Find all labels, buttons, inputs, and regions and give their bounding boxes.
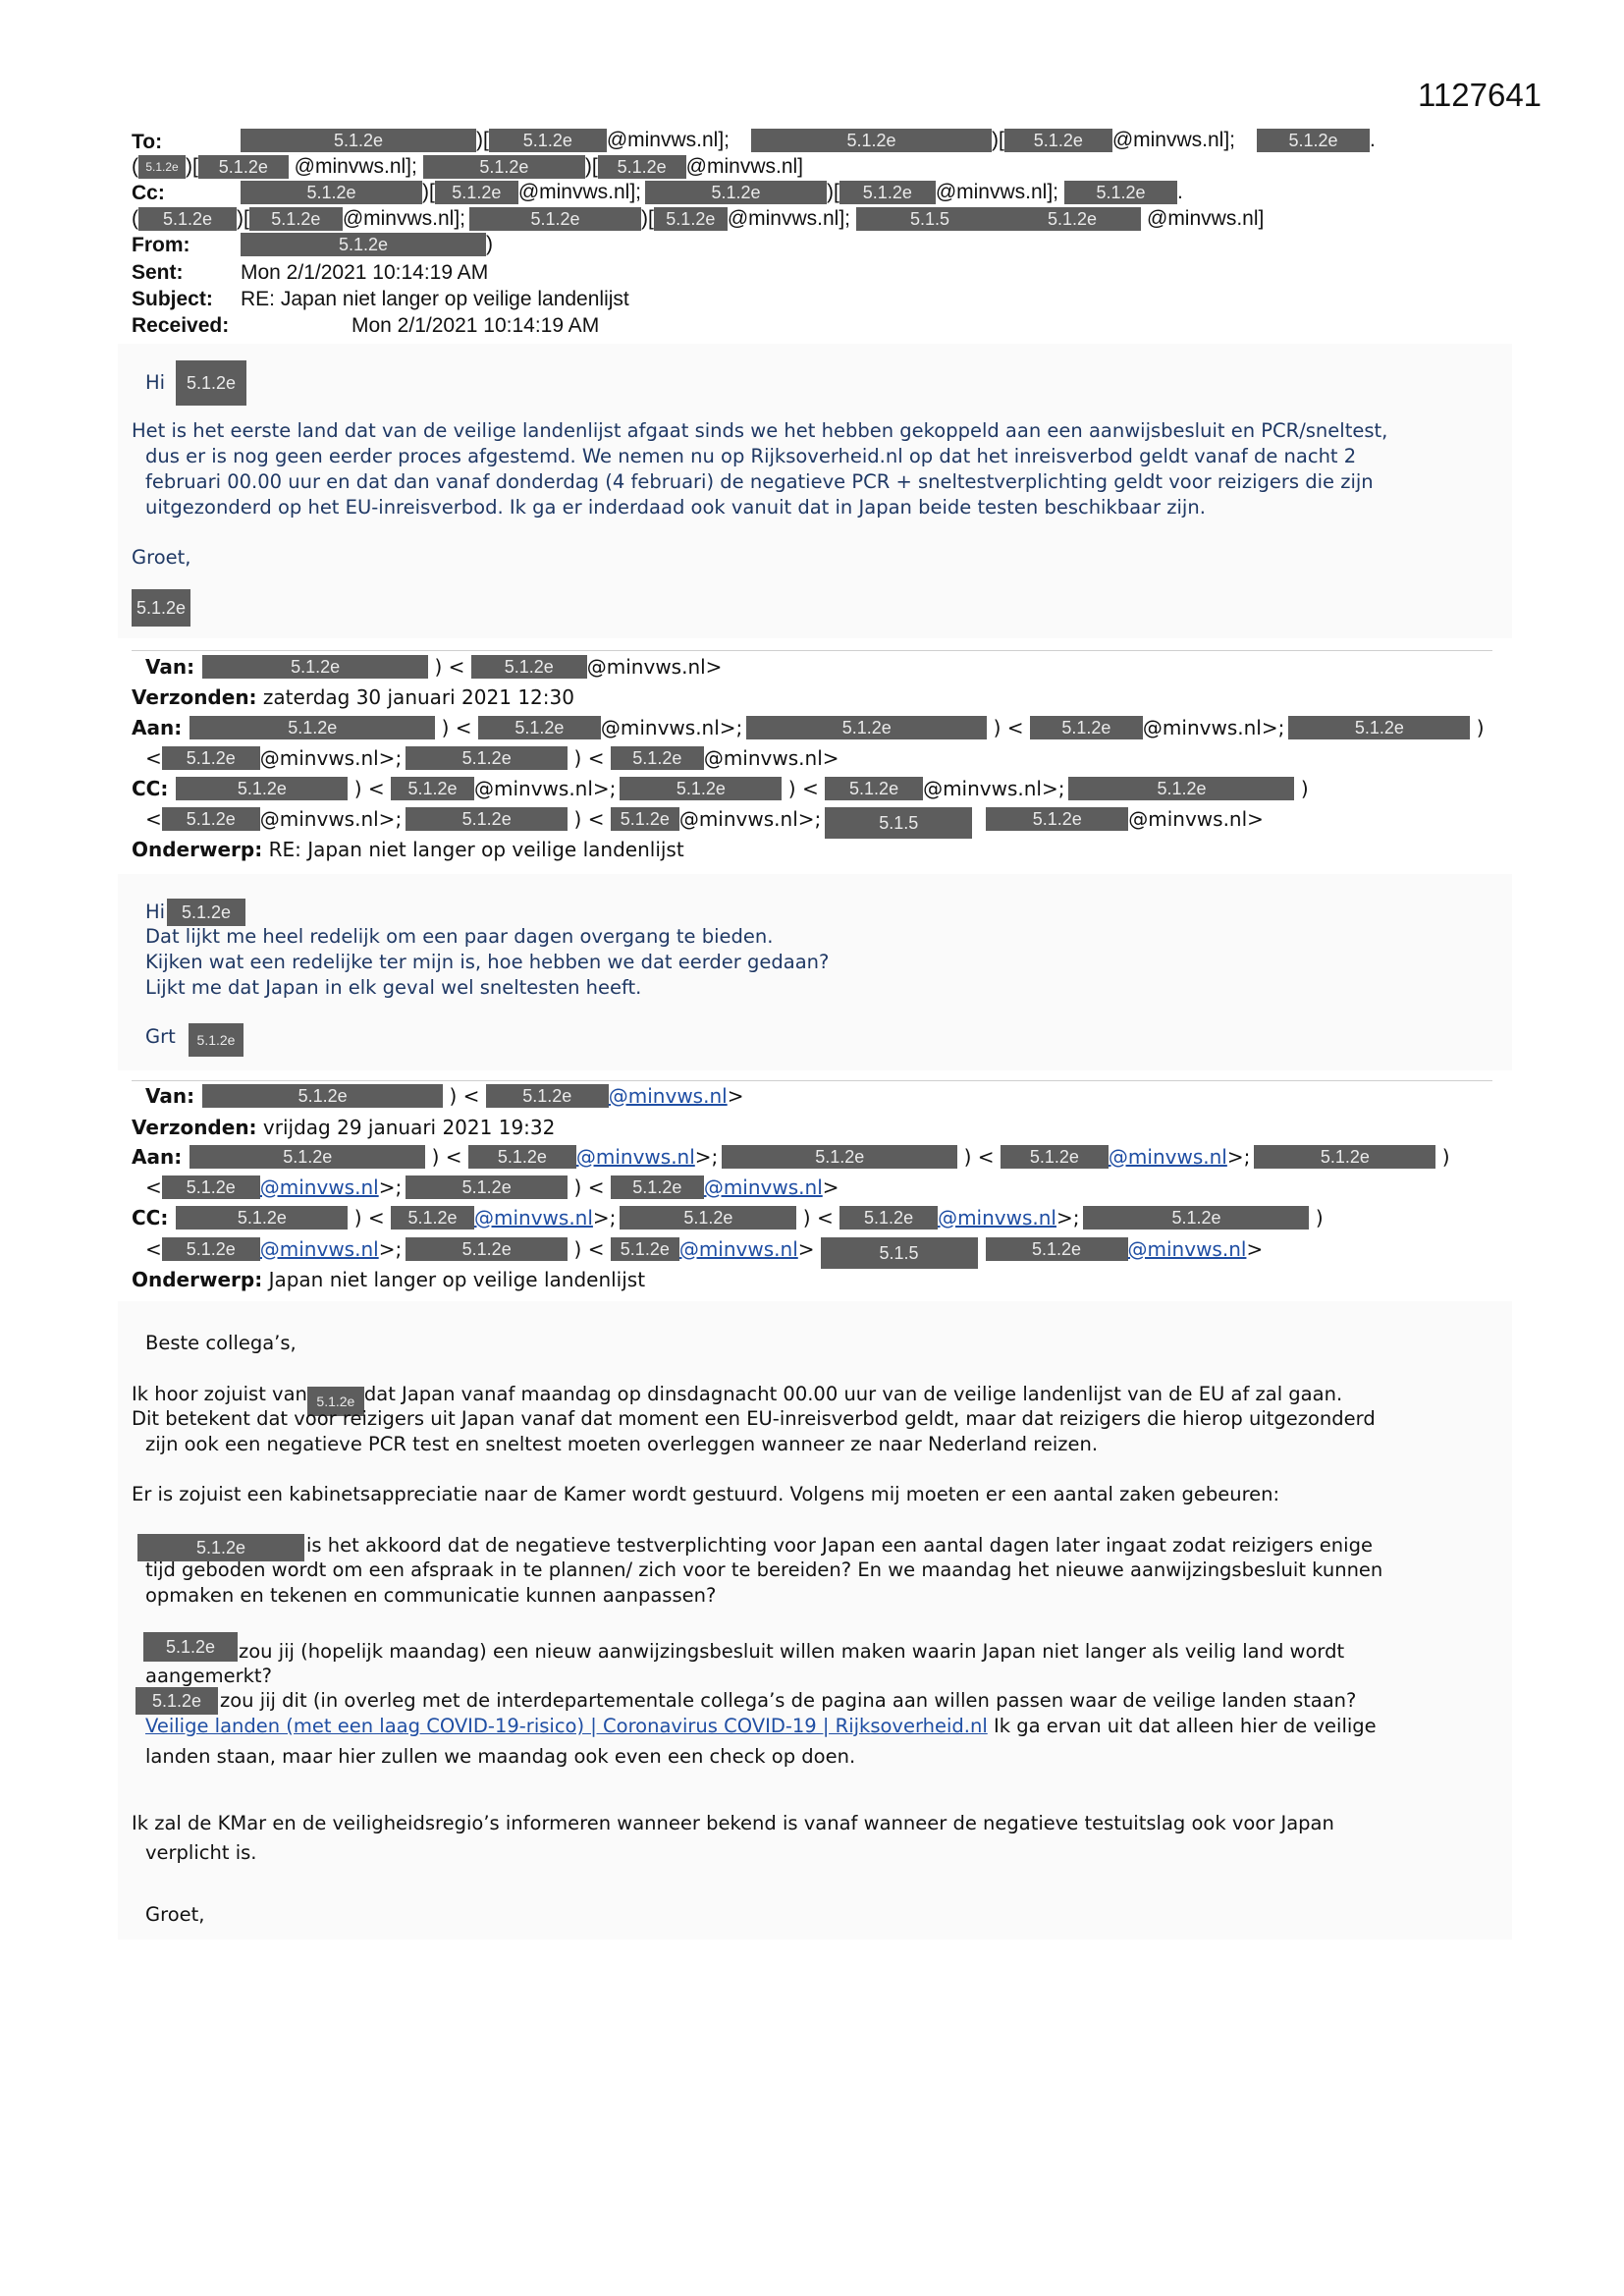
redaction: 5.1.2e — [1030, 716, 1143, 739]
from-value: 5.1.2e ) — [241, 233, 493, 256]
separator — [132, 1080, 1492, 1081]
email-domain: @minvws.nl]; — [517, 181, 641, 203]
redaction: 5.1.2e — [645, 181, 827, 204]
received-value: Mon 2/1/2021 10:14:19 AM — [352, 314, 600, 337]
cc-label: Cc: — [132, 182, 165, 204]
redaction: 5.1.2e — [986, 807, 1128, 831]
redaction: 5.1.2e — [176, 777, 348, 800]
msg1-closing: Groet, — [132, 546, 191, 569]
msg3-p3-line-1: is het akkoord dat de negatieve testverplichting voor Japan een aantal dagen later ingaat zodat reizigers enige — [306, 1534, 1373, 1557]
to-row — [132, 131, 162, 154]
msg1-line-3: februari 00.00 uur en dat dan vanaf donderdag (4 februari) de negatieve PCR + sneltestverplichting geldt voor reizigers die zijn — [145, 470, 1374, 493]
verzonden-value: zaterdag 30 januari 2021 12:30 — [262, 685, 574, 709]
redaction: 5.1.2e — [751, 129, 992, 152]
email-domain: @minvws.nl>; — [474, 777, 617, 800]
msg3-p5-line-1: zou jij dit (in overleg met de interdepartementale collega’s de pagina aan willen passen waar de veilige landen staan? — [220, 1689, 1357, 1712]
email-link[interactable]: @minvws.nl — [474, 1206, 593, 1230]
redaction: 5.1.2e — [611, 1175, 704, 1199]
received-row — [132, 314, 229, 338]
msg3-salutation: Beste collega’s, — [145, 1332, 297, 1354]
msg2-line-3: Lijkt me dat Japan in elk geval wel sneltesten heeft. — [145, 976, 642, 999]
p1-text-a: Ik hoor zojuist van — [132, 1383, 307, 1405]
email-domain: @minvws.nl> — [703, 746, 839, 770]
email-link[interactable]: @minvws.nl — [703, 1175, 823, 1199]
subject-row — [132, 288, 213, 311]
email-domain: @minvws.nl]; — [342, 207, 465, 230]
msg2-onderwerp-row — [132, 838, 684, 861]
subject-label: Subject: — [132, 288, 213, 310]
msg2-closing: Grt — [145, 1025, 176, 1048]
msg3-p5-line-2 — [145, 1715, 1377, 1737]
email-domain: @minvws.nl> — [1128, 807, 1264, 831]
email-domain: @minvws.nl] — [1147, 207, 1265, 230]
aan-label: Aan: — [132, 716, 183, 739]
redaction: 5.1.2e — [241, 129, 476, 152]
redaction: 5.1.2e — [611, 746, 704, 770]
redaction: 5.1.2e — [598, 155, 686, 179]
redaction: 5.1.2e — [1288, 716, 1470, 739]
redaction: 5.1.2e — [825, 777, 923, 800]
redaction: 5.1.2e — [406, 1237, 568, 1261]
redaction: 5.1.2e — [1257, 129, 1370, 152]
sent-value: Mon 2/1/2021 10:14:19 AM — [241, 261, 489, 284]
redaction: 5.1.2e — [620, 777, 782, 800]
msg3-cc-row: CC: 5.1.2e ) < 5.1.2e @minvws.nl>; 5.1.2e ) < 5.1.2e @minvws.nl>; 5.1.2e ) — [132, 1206, 1324, 1230]
msg2-line-2: Kijken wat een redelijke ter mijn is, hoe hebben we dat eerder gedaan? — [145, 951, 830, 973]
to-values: 5.1.2e )[ 5.1.2e @minvws.nl]; — [241, 129, 730, 152]
onderwerp-value: Japan niet langer op veilige landenlijst — [268, 1268, 646, 1291]
van-label: Van: — [145, 655, 195, 679]
msg3-p1-line-2: Dit betekent dat voor reizigers uit Japan vanaf dat moment een EU-inreisverbod geldt, maar dat reizigers die hierop uitgezonderd — [132, 1407, 1376, 1430]
redaction: 5.1.2e — [137, 1534, 304, 1561]
msg2-verzonden-row — [132, 685, 574, 709]
msg2-cc-row: CC: 5.1.2e ) < 5.1.2e @minvws.nl>; 5.1.2e ) < 5.1.2e @minvws.nl>; 5.1.2e ) — [132, 777, 1309, 800]
p5-text-b: Ik ga ervan uit dat alleen hier de veilige — [987, 1715, 1377, 1737]
email-domain: @minvws.nl>; — [600, 716, 743, 739]
greeting-text: Hi — [145, 371, 166, 394]
redaction: 5.1.2e — [746, 716, 987, 739]
email-domain: @minvws.nl>; — [678, 807, 822, 831]
msg3-p5-line-3: landen staan, maar hier zullen we maandag ook even een check op doen. — [145, 1745, 856, 1768]
email-domain: @minvws.nl]; — [1111, 129, 1235, 151]
van-label: Van: — [145, 1084, 195, 1108]
redaction: 5.1.5 — [821, 1237, 978, 1269]
msg3-cc-cont: < 5.1.2e @minvws.nl>; 5.1.2e ) < 5.1.2e @minvws.nl> 5.1.5 5.1.2e @minvws.nl> — [132, 1237, 1263, 1269]
redaction: 5.1.2e — [1083, 1206, 1309, 1230]
redaction: 5.1.2e — [391, 777, 474, 800]
to-values-3: 5.1.2e . — [1257, 129, 1376, 152]
email-link[interactable]: @minvws.nl — [575, 1145, 695, 1169]
verzonden-label: Verzonden: — [132, 685, 257, 709]
onderwerp-label: Onderwerp: — [132, 1268, 263, 1291]
redaction: 5.1.2e — [176, 1206, 348, 1230]
redaction: 5.1.2e — [241, 233, 486, 256]
msg3-p4-line-2: aangemerkt? — [145, 1665, 272, 1687]
msg1-line-4: uitgezonderd op het EU-inreisverbod. Ik ga er inderdaad ook vanuit dat in Japan beide testen beschikbaar zijn. — [145, 496, 1206, 519]
email-link[interactable]: @minvws.nl — [938, 1206, 1056, 1230]
redaction: 5.1.2e — [162, 1237, 260, 1261]
redaction: 5.1.2e — [620, 1206, 796, 1230]
msg3-p6-line-1: Ik zal de KMar en de veiligheidsregio’s informeren wanneer bekend is vanaf wanneer de negatieve testuitslag ook voor Japan — [132, 1812, 1334, 1834]
redaction: 5.1.5 — [825, 807, 972, 839]
sent-row — [132, 261, 184, 285]
redaction: 5.1.2e — [1068, 777, 1294, 800]
redaction: 5.1.2e — [1064, 181, 1177, 204]
redaction: 5.1.2e — [1004, 129, 1112, 152]
email-link[interactable]: @minvws.nl — [259, 1175, 379, 1199]
sent-label: Sent: — [132, 261, 184, 284]
msg2-aan-cont: < 5.1.2e @minvws.nl>; 5.1.2e ) < 5.1.2e @minvws.nl> — [145, 746, 839, 770]
email-domain: @minvws.nl>; — [1142, 716, 1285, 739]
redaction: 5.1.2e — [189, 1023, 244, 1057]
email-link[interactable]: @minvws.nl — [259, 1237, 379, 1261]
redaction: 5.1.2e — [1001, 1145, 1109, 1169]
redaction: 5.1.2e — [202, 1084, 443, 1108]
email-link[interactable]: @minvws.nl — [1127, 1237, 1247, 1261]
redaction: 5.1.2e — [468, 1145, 576, 1169]
email-domain: @minvws.nl]; — [935, 181, 1058, 203]
document-number: 1127641 — [1418, 77, 1543, 113]
msg3-p1-line-3: zijn ook een negatieve PCR test en sneltest moeten overleggen wanneer ze naar Nederland reizen. — [145, 1433, 1099, 1455]
subject-value: RE: Japan niet langer op veilige landenlijst — [241, 288, 629, 310]
redaction: 5.1.2e — [176, 360, 246, 406]
redaction: 5.1.2e — [406, 746, 568, 770]
email-domain: @minvws.nl]; — [727, 207, 850, 230]
redaction: 5.1.2e — [1254, 1145, 1435, 1169]
email-domain: @minvws.nl>; — [259, 807, 403, 831]
redaction: 5.1.2e — [202, 655, 428, 679]
msg1-greeting — [145, 371, 165, 394]
verzonden-value: vrijdag 29 januari 2021 19:32 — [262, 1116, 556, 1139]
redaction: 5.1.2e — [986, 1237, 1128, 1261]
redaction: 5.1.2e — [162, 1175, 260, 1199]
msg2-line-1: Dat lijkt me heel redelijk om een paar dagen overgang te bieden. — [145, 925, 774, 948]
msg3-van-row: Van: 5.1.2e ) < 5.1.2e @minvws.nl> — [145, 1084, 744, 1108]
msg2-greeting: Hi — [145, 901, 166, 923]
redaction: 5.1.2e — [469, 207, 641, 231]
redaction: 5.1.2e — [132, 589, 190, 627]
received-label: Received: — [132, 314, 230, 337]
msg2-van-row: Van: 5.1.2e ) < 5.1.2e @minvws.nl> — [145, 655, 723, 679]
redaction: 5.1.2e — [249, 207, 343, 231]
cc-label: CC: — [132, 777, 169, 800]
onderwerp-label: Onderwerp: — [132, 838, 263, 861]
redaction: 5.1.2e — [839, 1206, 938, 1230]
redaction: 5.1.2e — [435, 181, 518, 204]
msg3-p2: Er is zojuist een kabinetsappreciatie naar de Kamer wordt gestuurd. Volgens mij moeten er een aantal zaken gebeuren: — [132, 1483, 1280, 1505]
msg3-aan-cont: < 5.1.2e @minvws.nl>; 5.1.2e ) < 5.1.2e @minvws.nl> — [145, 1175, 839, 1199]
redaction: 5.1.2e — [486, 1084, 609, 1108]
msg3-verzonden-row — [132, 1116, 555, 1139]
to-values-2: 5.1.2e )[ 5.1.2e @minvws.nl]; — [751, 129, 1235, 152]
email-domain: @minvws.nl> — [586, 655, 723, 679]
redaction: 5.1.2e — [611, 1237, 679, 1261]
cc-label: CC: — [132, 1206, 169, 1230]
email-domain: @minvws.nl>; — [259, 746, 403, 770]
msg3-closing: Groet, — [145, 1903, 205, 1926]
redaction: 5.1.2e — [839, 181, 936, 204]
redaction: 5.1.2e — [167, 899, 245, 926]
separator — [132, 650, 1492, 651]
to-cont: ( 5.1.2e )[ 5.1.2e @minvws.nl]; 5.1.2e )[ 5.1.2e @minvws.nl] — [132, 155, 804, 178]
from-row — [132, 234, 190, 257]
redaction: 5.1.2e — [471, 655, 587, 679]
redaction: 5.1.2e — [143, 1632, 238, 1662]
verzonden-label: Verzonden: — [132, 1116, 257, 1139]
from-label: From: — [132, 234, 190, 256]
veilige-landen-link[interactable]: Veilige landen (met een laag COVID-19-risico) | Coronavirus COVID-19 | Rijksoverheid.nl — [145, 1715, 988, 1737]
redaction: 5.1.5 — [856, 207, 1003, 231]
redaction: 5.1.2e — [406, 1175, 568, 1199]
redaction: 5.1.2e — [162, 746, 260, 770]
p1-text-b: dat Japan vanaf maandag op dinsdagnacht 00.00 uur van de veilige landenlijst van de EU af zal gaan. — [363, 1383, 1343, 1405]
msg2-cc-cont: < 5.1.2e @minvws.nl>; 5.1.2e ) < 5.1.2e @minvws.nl>; 5.1.5 5.1.2e @minvws.nl> — [132, 807, 1264, 839]
email-link[interactable]: @minvws.nl — [1108, 1145, 1227, 1169]
to-label: To: — [132, 131, 163, 153]
msg3-p3-line-3: opmaken en tekenen en communicatie kunnen aanpassen? — [145, 1584, 717, 1607]
email-domain: @minvws.nl>; — [923, 777, 1065, 800]
redaction: 5.1.2e — [189, 716, 435, 739]
email-link[interactable]: @minvws.nl — [608, 1084, 728, 1108]
redaction: 5.1.2e — [423, 155, 585, 179]
msg3-onderwerp-row — [132, 1268, 645, 1291]
email-domain: @minvws.nl] — [685, 155, 804, 178]
msg1-line-2: dus er is nog geen eerder proces afgestemd. We nemen nu op Rijksoverheid.nl op dat het inreisverbod geldt vanaf de nacht 2 — [145, 445, 1357, 467]
email-domain: @minvws.nl]; — [606, 129, 730, 151]
email-link[interactable]: @minvws.nl — [678, 1237, 798, 1261]
msg3-p4-line-1: zou jij (hopelijk maandag) een nieuw aanwijzingsbesluit willen maken waarin Japan niet langer als veilig land wordt — [239, 1640, 1345, 1663]
msg3-p3-line-2: tijd geboden wordt om een afspraak in te plannen/ zich voor te bereiden? En we maandag het nieuwe aanwijzingsbesluit kunnen — [145, 1558, 1383, 1581]
msg2-aan-row: Aan: 5.1.2e ) < 5.1.2e @minvws.nl>; 5.1.2e ) < 5.1.2e @minvws.nl>; 5.1.2e ) — [132, 716, 1485, 739]
cc-values: 5.1.2e )[ 5.1.2e @minvws.nl]; 5.1.2e )[ 5.1.2e @minvws.nl]; 5.1.2e . — [241, 181, 1183, 204]
redaction: 5.1.2e — [611, 807, 679, 831]
redaction: 5.1.2e — [138, 207, 237, 231]
msg3-p6-line-2: verplicht is. — [145, 1841, 257, 1864]
msg1-line-1: Het is het eerste land dat van de veilige landenlijst afgaat sinds we het hebben gekoppeld aan een aanwijsbesluit en PCR/sneltest, — [132, 419, 1388, 442]
redaction: 5.1.2e — [198, 155, 289, 179]
aan-label: Aan: — [132, 1145, 183, 1169]
redaction: 5.1.2e — [135, 1687, 218, 1715]
redaction: 5.1.2e — [138, 155, 186, 179]
redaction: 5.1.2e — [722, 1145, 957, 1169]
redaction: 5.1.2e — [478, 716, 601, 739]
redaction: 5.1.2e — [489, 129, 607, 152]
onderwerp-value: RE: Japan niet langer op veilige landenlijst — [268, 838, 684, 861]
redaction: 5.1.2e — [189, 1145, 425, 1169]
redaction: 5.1.2e — [307, 1387, 364, 1416]
redaction: 5.1.2e — [241, 181, 422, 204]
redaction: 5.1.2e — [162, 807, 260, 831]
redaction: 5.1.2e — [391, 1206, 474, 1230]
redaction: 5.1.2e — [1003, 207, 1141, 231]
msg3-aan-row: Aan: 5.1.2e ) < 5.1.2e @minvws.nl>; 5.1.2e ) < 5.1.2e @minvws.nl>; 5.1.2e ) — [132, 1145, 1450, 1169]
redaction: 5.1.2e — [654, 207, 728, 231]
redaction: 5.1.2e — [406, 807, 568, 831]
cc-label-row — [132, 182, 165, 205]
cc-cont: ( 5.1.2e )[ 5.1.2e @minvws.nl]; 5.1.2e )[ 5.1.2e @minvws.nl]; 5.1.5 5.1.2e @minvws.nl] — [132, 207, 1265, 230]
